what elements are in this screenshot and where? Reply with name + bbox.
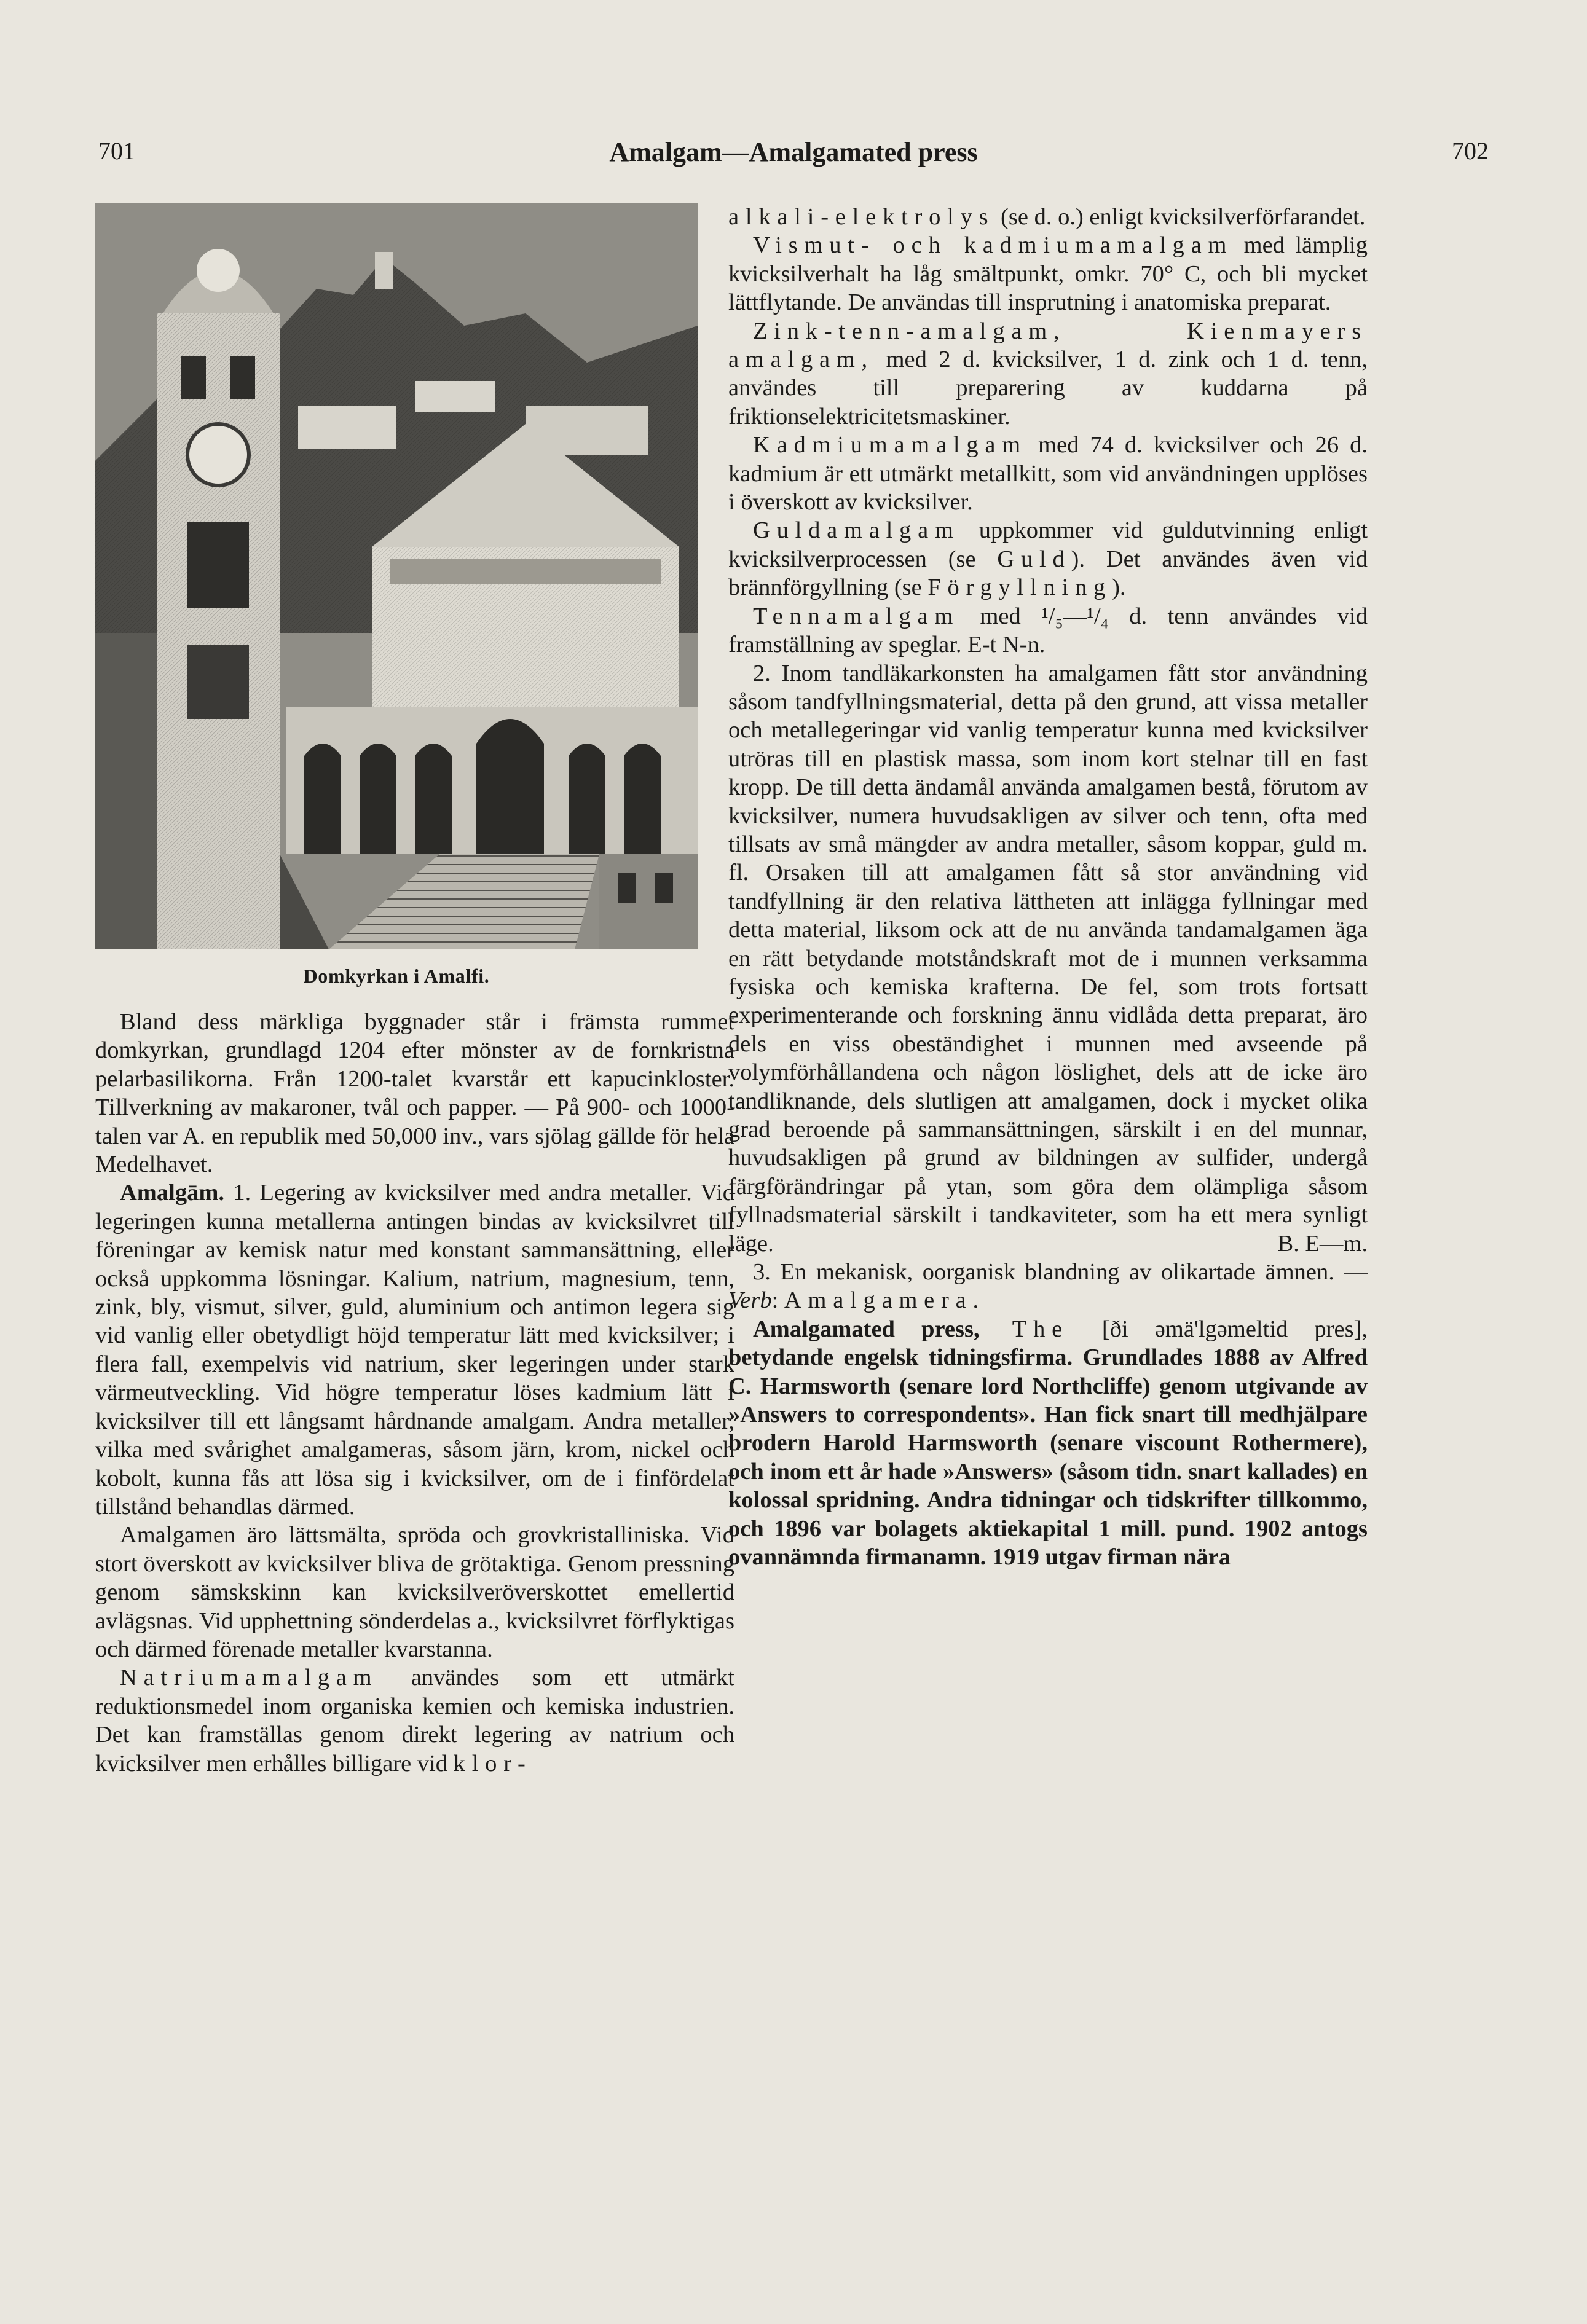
signature: B. E—m.	[1277, 1230, 1368, 1257]
running-title: Amalgam—Amalgamated press	[609, 137, 978, 167]
paragraph: Kadmiumamalgam med 74 d. kvicksilver och 26 d. kadmium är ett utmärkt metallkitt, som vid användningen upplöses i överskott av kvicksilver.	[728, 432, 1368, 516]
paragraph: Amalgamen äro lättsmälta, spröda och grovkristalliniska. Vid stort överskott av kvicksilver bliva de grötaktiga. Genom pressning genom sämskskinn kan kvicksilveröverskottet emellertid avlägsnas. Vid upphettning sönderdelas a., kvicksilvret förflyktigas och därmed förenade metaller kvarstanna.	[95, 1522, 734, 1662]
page-number-right: 702	[1452, 137, 1489, 165]
paragraph: Vismut- och kadmiumamalgam med lämplig kvicksilverhalt ha låg smältpunkt, omkr. 70° C, och bli mycket lättflytande. De användas till insprutning i anatomiska preparat.	[728, 232, 1368, 316]
paragraph: 2. Inom tandläkarkonsten ha amalgamen fått stor användning såsom tandfyllningsmaterial, detta på den grund, att vissa metaller och metallegeringar vid vanlig temperatur kunna med kvicksilver utröras till en plastisk massa, som inom kort stelnar till en fast kropp. De till detta ändamål använda amalgamen bestå, förutom av kvicksilver, numera huvudsakligen av silver och tenn, ofta med tillsats av små mängder av andra metaller, såsom koppar, guld m. fl. Orsaken till att amalgamen fått så stor användning vid tandfyllning är den relativa lättheten att inlägga fyllningar med detta material, liksom ock att de nu använda tandamalgamen äga en rätt betydande motståndskraft mot de i munnen verksamma fysiska och kemiska krafterna. De fel, som trots fortsatt experimenterande och forskning ännu vidlåda detta preparat, äro dels en viss obeständighet i munnen med avseende på volymförhållandena och någon löslighet, dels att de icke äro tandliknande, dels slutligen att amalgamen, dock i mycket olika grad beroende på sammansättningen, särskilt i en del munnar, huvudsakligen på grund av bildningen av sulfider, undergå färgförändringar på ytan, som göra dem olämpliga såsom fyllnadsmaterial särskilt i tandkaviteter, som ha ett mera synligt läge. B. E—m.	[728, 659, 1368, 1258]
figure-caption: Domkyrkan i Amalfi.	[303, 965, 490, 987]
right-column	[728, 203, 1368, 1572]
photo-amalfi-cathedral	[95, 203, 698, 949]
paragraph: Zink-tenn-amalgam, Kienmayers amalgam, med 2 d. kvicksilver, 1 d. zink och 1 d. tenn, användes till preparering av kuddarna på friktionselektricitetsmaskiner.	[728, 318, 1368, 430]
headword: Amalgamated press,	[753, 1316, 980, 1342]
paragraph: 3. En mekanisk, oorganisk blandning av olikartade ämnen. — Verb: Amalgamera.	[728, 1259, 1368, 1314]
left-column	[95, 1008, 734, 1778]
paragraph: Tennamalgam med ¹/₅—¹/₄ d. tenn användes vid framställning av speglar. E-t N-n.	[728, 603, 1368, 658]
paragraph: Guldamalgam uppkommer vid guldutvinning enligt kvicksilverprocessen (se Guld). Det användes även vid brännförgyllning (se Förgyllning).	[728, 517, 1368, 601]
headword: Amalgām.	[120, 1180, 225, 1206]
paragraph: Natriumamalgam användes som ett utmärkt reduktionsmedel inom organiska kemien och kemiska industrien. Det kan framställas genom direkt legering av natrium och kvicksilver men erhålles billigare vid klor-	[95, 1665, 734, 1776]
running-header	[98, 136, 1489, 173]
entry-amalgam: Amalgām. 1. Legering av kvicksilver med andra metaller. Vid legeringen kunna metallerna antingen bindas av kvicksilvret till föreningar av kemisk natur med konstant sammansättning, eller också uppkomma lösningar. Kalium, natrium, magnesium, tenn, zink, bly, vismut, silver, guld, aluminium och antimon legera sig vid vanlig eller obetydligt höjd temperatur lätt med kvicksilver; i flera fall, exempelvis vid natrium, sker legeringen under stark värmeutveckling. Vid högre temperatur löses kadmium lätt i kvicksilver till ett långsamt hårdnande amalgam. Andra metaller, vilka med svårighet amalgameras, såsom järn, krom, nickel och kobolt, kunna fås att lösa sig i kvicksilver, om de i finfördelat tillstånd behandlas därmed.	[95, 1180, 734, 1520]
paragraph: alkali-elektrolys (se d. o.) enligt kvicksilverförfarandet.	[728, 204, 1366, 230]
cathedral-illustration	[95, 203, 698, 949]
entry-amalgamated-press: Amalgamated press, The [ði əmä'lgəmeltid pres], betydande engelsk tidningsfirma. Grundlades 1888 av Alfred C. Harmsworth (senare lord Northcliffe) genom utgivande av »Answers to correspondents». Han fick snart till medhjälpare brodern Harold Harmsworth (senare viscount Rothermere), och inom ett år hade »Answers» (såsom tidn. snart kallades) en kolossal spridning. Andra tidningar och tidskrifter tillkommo, och 1896 var bolagets aktiekapital 1 mill. pund. 1902 antogs ovannämnda firmanamn. 1919 utgav firman nära	[728, 1316, 1368, 1571]
paragraph: Bland dess märkliga byggnader står i främsta rummet domkyrkan, grundlagd 1204 efter mönster av de fornkristna pelarbasilikorna. Från 1200-talet kvarstår ett kapucinkloster. Tillverkning av makaroner, tvål och papper. — På 900- och 1000-talen var A. en republik med 50,000 inv., vars sjölag gällde för hela Medelhavet.	[95, 1009, 734, 1178]
page-number-left: 701	[98, 137, 135, 165]
